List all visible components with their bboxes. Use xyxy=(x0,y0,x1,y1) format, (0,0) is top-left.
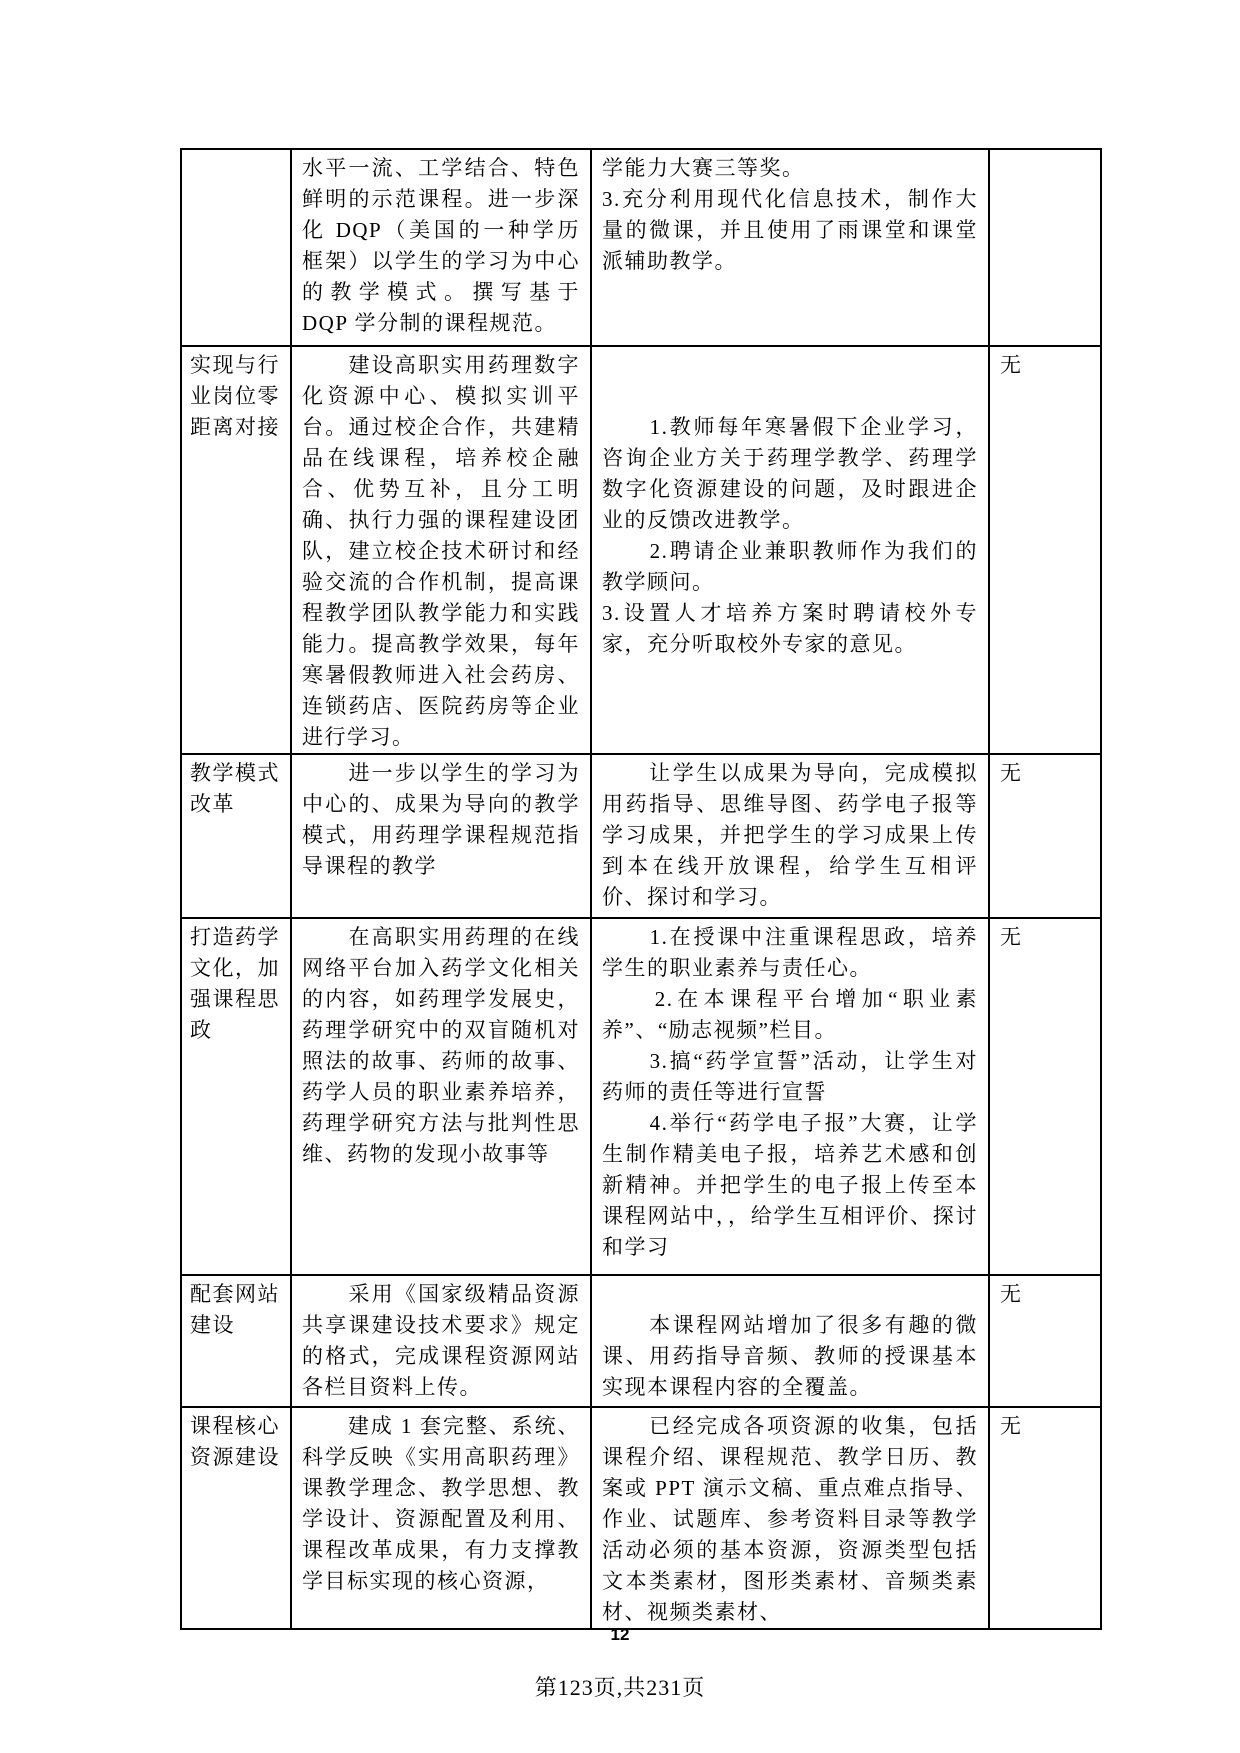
paragraph xyxy=(602,1279,978,1310)
paragraph: 3.充分利用现代化信息技术，制作大量的微课，并且使用了雨课堂和课堂派辅助教学。 xyxy=(602,187,978,273)
paragraph: 2.在本课程平台增加“职业素养”、“励志视频”栏目。 xyxy=(602,987,978,1042)
plan-cell xyxy=(291,1407,591,1629)
paragraph: 3.设置人才培养方案时聘请校外专家，充分听取校外专家的意见。 xyxy=(602,601,978,656)
row-label: 打造药学文化，加强课程思政 xyxy=(190,925,280,1042)
table-row xyxy=(181,754,1101,918)
row-label: 实现与行业岗位零距离对接 xyxy=(190,353,280,439)
table-row xyxy=(181,918,1101,1275)
page-count-footer: 第123页,共231页 xyxy=(534,1675,706,1700)
note-cell xyxy=(989,754,1101,918)
course-construction-table xyxy=(180,148,1102,1630)
plan-cell xyxy=(291,149,591,346)
paragraph: 2.聘请企业兼职教师作为我们的教学顾问。 xyxy=(602,539,978,594)
paragraph xyxy=(602,350,978,381)
paragraph: 1.在授课中注重课程思政，培养学生的职业素养与责任心。 xyxy=(602,925,978,980)
paragraph: 建成 1 套完整、系统、科学反映《实用高职药理》课教学理念、教学思想、教学设计、资源配置及利用、课程改革成果，有力支撑教学目标实现的核心资源， xyxy=(302,1414,580,1593)
result-cell xyxy=(591,918,989,1275)
note-cell xyxy=(989,1275,1101,1407)
row-label: 课程核心资源建设 xyxy=(190,1414,280,1469)
note-value: 无 xyxy=(1000,925,1023,949)
note-value: 无 xyxy=(1000,1282,1023,1306)
table-row xyxy=(181,149,1101,346)
plan-cell xyxy=(291,1275,591,1407)
row-label-cell xyxy=(181,346,291,754)
note-value: 无 xyxy=(1000,353,1023,377)
result-cell xyxy=(591,1275,989,1407)
row-label-cell xyxy=(181,1407,291,1629)
paragraph xyxy=(602,381,978,412)
paragraph: 1.教师每年寒暑假下企业学习，咨询企业方关于药理学教学、药理学数字化资源建设的问题，及时跟进企业的反馈改进教学。 xyxy=(602,415,978,532)
paragraph: 进一步以学生的学习为中心的、成果为导向的教学模式，用药理学课程规范指导课程的教学 xyxy=(302,761,580,878)
plan-cell xyxy=(291,346,591,754)
note-value: 无 xyxy=(1000,1414,1023,1438)
note-cell xyxy=(989,346,1101,754)
note-cell xyxy=(989,1407,1101,1629)
note-cell xyxy=(989,918,1101,1275)
paragraph: 在高职实用药理的在线网络平台加入药学文化相关的内容，如药理学发展史，药理学研究中的双盲随机对照法的故事、药师的故事、药学人员的职业素养培养，药理学研究方法与批判性思维、药物的发现小故事等 xyxy=(302,925,580,1166)
note-value: 无 xyxy=(1000,761,1023,785)
plan-cell xyxy=(291,918,591,1275)
row-label-cell xyxy=(181,754,291,918)
paragraph: 采用《国家级精品资源共享课建设技术要求》规定的格式，完成课程资源网站各栏目资料上传。 xyxy=(302,1282,580,1399)
row-label: 教学模式改革 xyxy=(190,761,280,816)
row-label-cell xyxy=(181,149,291,346)
paragraph: 本课程网站增加了很多有趣的微课、用药指导音频、教师的授课基本实现本课程内容的全覆盖。 xyxy=(602,1313,978,1399)
paragraph: 水平一流、工学结合、特色鲜明的示范课程。进一步深化 DQP（美国的一种学历框架）以学生的学习为中心的教学模式。撰写基于 DQP 学分制的课程规范。 xyxy=(302,156,580,335)
note-cell xyxy=(989,149,1101,346)
paragraph: 学能力大赛三等奖。 xyxy=(602,156,805,180)
row-label-cell xyxy=(181,1275,291,1407)
paragraph: 4.举行“药学电子报”大赛，让学生制作精美电子报，培养艺术感和创新精神。并把学生的电子报上传至本课程网站中，，给学生互相评价、探讨和学习 xyxy=(602,1111,978,1259)
result-cell xyxy=(591,346,989,754)
paragraph: 3.搞“药学宣誓”活动，让学生对药师的责任等进行宣誓 xyxy=(602,1049,978,1104)
result-cell xyxy=(591,149,989,346)
paragraph: 让学生以成果为导向，完成模拟用药指导、思维导图、药学电子报等学习成果，并把学生的学习成果上传到本在线开放课程，给学生互相评价、探讨和学习。 xyxy=(602,761,978,909)
table-row xyxy=(181,1275,1101,1407)
page-number: 12 xyxy=(610,1625,630,1644)
plan-cell xyxy=(291,754,591,918)
result-cell xyxy=(591,754,989,918)
table-row xyxy=(181,1407,1101,1629)
row-label-cell xyxy=(181,918,291,1275)
paragraph: 建设高职实用药理数字化资源中心、模拟实训平台。通过校企合作，共建精品在线课程，培养校企融合、优势互补，且分工明确、执行力强的课程建设团队，建立校企技术研讨和经验交流的合作机制，提高课程教学团队教学能力和实践能力。提高教学效果，每年寒暑假教师进入社会药房、连锁药店、医院药房等企业进行学习。 xyxy=(302,353,580,749)
result-cell xyxy=(591,1407,989,1629)
paragraph: 已经完成各项资源的收集，包括课程介绍、课程规范、教学日历、教案或 PPT 演示文稿、重点难点指导、作业、试题库、参考资料目录等教学活动必须的基本资源，资源类型包括文本类素材，图形类素材、音频类素材、视频类素材、 xyxy=(602,1414,978,1624)
table-row xyxy=(181,346,1101,754)
row-label: 配套网站建设 xyxy=(190,1282,280,1337)
